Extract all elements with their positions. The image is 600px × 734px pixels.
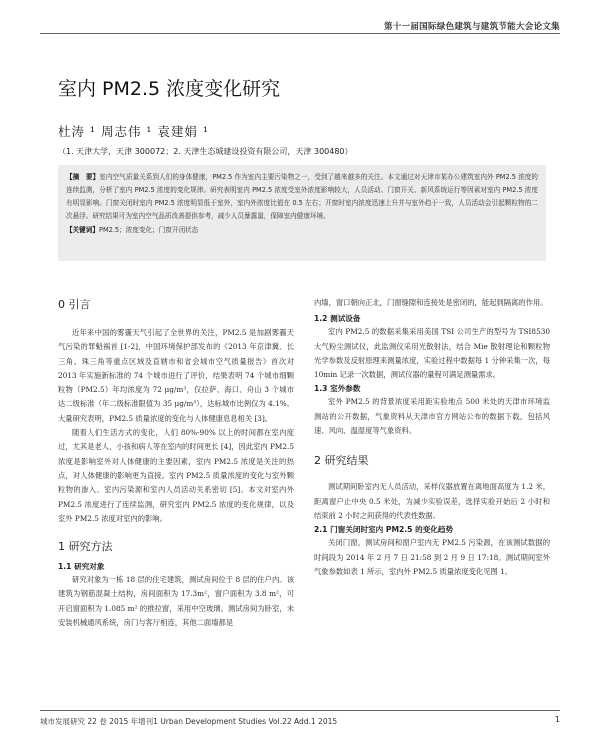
running-head: 第十一届国际绿色建筑与建筑节能大会论文集 (383, 22, 560, 32)
page-footer (0, 706, 600, 734)
journal-citation: 城市发展研究 22 卷 2015 年增刊1 Urban Development Studies Vol.22 Add.1 2015 (40, 717, 338, 726)
keywords-line (66, 224, 538, 237)
abstract-text: 室内空气质量关系到人们的身体健康，PM2.5 作为室内主要污染物之一，受到了越来越多的关注。本文通过对天津市某办公建筑室内外 PM2.5 浓度的连续监测，分析了室内 PM2.5 浓度的变化规律。研究表明室内 PM2.5 浓度受室外浓度影响较大，人员活动、门窗开关、新风系统运行等因素对室内 PM2.5 浓度有明显影响。门窗关闭时室内 PM2.5 浓度明显低于室外，室内外浓度比值在 0.5 左右；开窗时室内浓度迅速上升并与室外趋于一致，人员活动会引起颗粒物的二次悬浮。研究结果可为室内空气品质改善提供参考，减少人员暴露量，保障室内健康环境。 (66, 173, 539, 221)
intro-paragraph-2: 随着人们生活方式的变化，人们 80%-90% 以上的时间都在室内度过，尤其是老人、小孩和病人等在室内的时间更长 [4]，因此室内 PM2.5 浓度是影响室外对人体健康的主要因素，室内 PM2.5 浓度是关注的热点，对人体健康的影响更为直接。室内 PM2.5 质量浓度的变化与室外颗粒物的渗入、室内污染源和室内人员活动关系密切 [5]。本文对室内外 PM2.5 浓度进行了连续监测，研究室内 PM2.5 浓度的变化规律，以及室外 PM2.5 浓度对室内的影响。 (58, 428, 294, 523)
abstract-paragraph (66, 171, 538, 223)
article-affiliation: （1. 天津大学，天津 300072；2. 天津生态城建设投资有限公司，天津 300480） (58, 147, 353, 156)
subsection-heading-2-1: 2.1 门窗关闭时室内 PM2.5 的变化趋势 (314, 525, 454, 535)
abstract-box (58, 165, 546, 261)
article-authors: 杜涛 ¹ 周志伟 ¹ 袁建娟 ¹ (58, 124, 209, 139)
header-rule (40, 33, 560, 34)
footer-rule (40, 710, 560, 711)
keywords-text: PM2.5；浓度变化；门窗开闭状态 (98, 226, 199, 235)
right-column (314, 296, 550, 579)
paragraph-continued: 内墙，窗口朝向正北，门窗缝隙和连接处是密闭的，能起到隔离的作用。 (314, 298, 548, 307)
left-column (58, 296, 294, 630)
subsection-heading-1-2: 1.2 测试设备 (314, 314, 361, 324)
page-header (0, 0, 600, 34)
paragraph-1-3: 室外 PM2.5 的背景浓度采用距实验地点 500 米处的天津市环境监测站的公开数据，气象资料从天津市官方网站公布的数据下载，包括风速、风向、温湿度等气象资料。 (314, 397, 550, 436)
section-heading-method: 1 研究方法 (58, 540, 113, 554)
keywords-label: 【关键词】 (66, 226, 99, 235)
paragraph-2: 测试期间卧室内无人员活动，采样仪器放置在离地面高度为 1.2 米，距离窗户止中央 0.5 米处，为减少实验误差，选择实验开始后 2 小时和结束前 2 小时之间获得的代表性数据。 (314, 482, 550, 520)
paragraph-1-1: 研究对象为一栋 18 层的住宅建筑，测试房间位于 8 层的住户内。该建筑为钢筋混凝土结构，房间面积为 17.3m²，窗户面积为 3.8 m²，可开启窗面积为 1.085 m² 的推拉窗，采用中空玻璃。测试房间为卧室，未安装机械通风系统，房门与客厅相连，其他二面墙都是 (58, 575, 294, 628)
subsection-heading-1-1: 1.1 研究对象 (58, 562, 105, 572)
paragraph-2-1: 关闭门窗，测试房间和窗户室内无 PM2.5 污染源，在该测试数据的时间段为 2014 年 2 月 7 日 21:58 到 2 月 9 日 17:18。测试期间室外气象参数如表 1 所示，室内外 PM2.5 质量浓度变化见图 1。 (314, 538, 550, 576)
intro-paragraph-1: 近年来中国的雾霾天气引起了全世界的关注，PM2.5 是加剧雾霾天气污染的罪魁祸首 [1-2]，中国环境保护部发布的《2013 年京津冀、长三角、珠三角等重点区域及直辖市和省会城市空气质量报告》首次对 2013 年实施新标准的 74 个城市进行了评价，结果表明 74 个城市细颗粒物（PM2.5）年均浓度为 72 μg/m³，仅拉萨、海口、舟山 3 个城市达二级标准（年二级标准限值为 35 μg/m³），达标城市比例仅为 4.1%。大量研究表明，PM2.5 质量浓度的变化与人体健康息息相关 [3]。 (58, 328, 294, 423)
section-heading-intro: 0 引言 (58, 298, 91, 311)
article-title: 室内 PM2.5 浓度变化研究 (58, 78, 281, 100)
paragraph-1-2: 室内 PM2.5 的数据采集采用美国 TSI 公司生产的型号为 TSI8530 大气粉尘测试仪，此监测仪采用光散射法，结合 Mie 散射理论和颗粒物光学参数及反射原理来测量浓度，实验过程中数据每 1 分钟采集一次，每 10min 记录一次数据，测试仪器的量程可满足测量需求。 (314, 327, 550, 380)
subsection-heading-1-3: 1.3 室外参数 (314, 384, 361, 394)
abstract-label: 【摘 要】 (66, 173, 100, 181)
page-number: 1 (554, 715, 560, 724)
section-heading-results: 2 研究结果 (314, 454, 369, 468)
